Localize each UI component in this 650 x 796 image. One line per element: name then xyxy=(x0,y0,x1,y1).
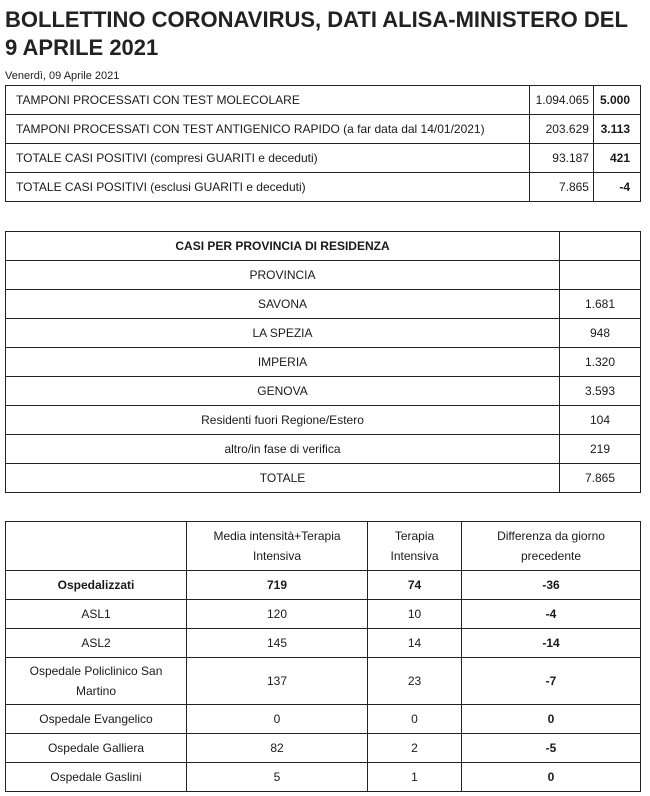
hospital-col-header: Differenza da giorno precedente xyxy=(462,522,641,571)
summary-delta: 3.113 xyxy=(593,115,640,144)
hospital-row xyxy=(6,763,641,792)
summary-row xyxy=(6,115,641,144)
summary-label: TOTALE CASI POSITIVI (esclusi GUARITI e deceduti) xyxy=(6,173,530,202)
province-row xyxy=(6,319,641,348)
publish-date: Venerdì, 09 Aprile 2021 xyxy=(5,70,120,82)
province-row xyxy=(6,464,641,493)
hospital-name: Ospedale Evangelico xyxy=(6,705,187,734)
province-name: altro/in fase di verifica xyxy=(6,435,560,464)
summary-value: 203.629 xyxy=(529,115,593,144)
province-name: SAVONA xyxy=(6,290,560,319)
hospital-media: 5 xyxy=(187,763,368,792)
province-table xyxy=(5,231,641,493)
hospital-diff: 0 xyxy=(462,705,641,734)
province-value: 1.681 xyxy=(560,290,641,319)
hospital-name: Ospedalizzati xyxy=(6,571,187,600)
hospital-name: Ospedale Policlinico San Martino xyxy=(6,658,187,705)
hospital-diff: -14 xyxy=(462,629,641,658)
province-name: TOTALE xyxy=(6,464,560,493)
hospital-row xyxy=(6,705,641,734)
hospital-ti: 0 xyxy=(368,705,462,734)
hospital-ti: 1 xyxy=(368,763,462,792)
province-column-header: PROVINCIA xyxy=(6,261,560,290)
summary-delta: -4 xyxy=(593,173,640,202)
hospital-name: Ospedale Galliera xyxy=(6,734,187,763)
hospital-media: 120 xyxy=(187,600,368,629)
hospital-row xyxy=(6,629,641,658)
province-table-header: CASI PER PROVINCIA DI RESIDENZA xyxy=(6,232,560,261)
page-title: BOLLETTINO CORONAVIRUS, DATI ALISA-MINISTERO DEL 9 APRILE 2021 xyxy=(5,7,628,60)
summary-value: 7.865 xyxy=(529,173,593,202)
summary-value: 93.187 xyxy=(529,144,593,173)
province-value: 1.320 xyxy=(560,348,641,377)
hospital-col-header: Media intensità+Terapia Intensiva xyxy=(187,522,368,571)
hospital-ti: 74 xyxy=(368,571,462,600)
province-value: 948 xyxy=(560,319,641,348)
province-value: 3.593 xyxy=(560,377,641,406)
hospital-row xyxy=(6,600,641,629)
province-row xyxy=(6,377,641,406)
summary-row xyxy=(6,144,641,173)
hospital-ti: 23 xyxy=(368,658,462,705)
hospital-row xyxy=(6,571,641,600)
hospital-diff: -5 xyxy=(462,734,641,763)
hospital-diff: -7 xyxy=(462,658,641,705)
summary-delta: 5.000 xyxy=(593,86,640,115)
province-name: Residenti fuori Regione/Estero xyxy=(6,406,560,435)
hospital-table xyxy=(5,521,641,792)
hospital-media: 719 xyxy=(187,571,368,600)
summary-label: TAMPONI PROCESSATI CON TEST MOLECOLARE xyxy=(6,86,530,115)
province-value: 219 xyxy=(560,435,641,464)
hospital-media: 137 xyxy=(187,658,368,705)
summary-row xyxy=(6,86,641,115)
hospital-name: Ospedale Gaslini xyxy=(6,763,187,792)
summary-delta: 421 xyxy=(593,144,640,173)
hospital-ti: 2 xyxy=(368,734,462,763)
province-name: IMPERIA xyxy=(6,348,560,377)
province-value: 104 xyxy=(560,406,641,435)
hospital-name: ASL2 xyxy=(6,629,187,658)
hospital-header-row xyxy=(6,522,641,571)
hospital-name: ASL1 xyxy=(6,600,187,629)
province-row xyxy=(6,348,641,377)
summary-value: 1.094.065 xyxy=(529,86,593,115)
empty-cell xyxy=(560,261,641,290)
summary-label: TAMPONI PROCESSATI CON TEST ANTIGENICO RAPIDO (a far data dal 14/01/2021) xyxy=(6,115,530,144)
hospital-col-header xyxy=(6,522,187,571)
hospital-diff: -36 xyxy=(462,571,641,600)
hospital-diff: 0 xyxy=(462,763,641,792)
hospital-media: 82 xyxy=(187,734,368,763)
hospital-media: 0 xyxy=(187,705,368,734)
hospital-row xyxy=(6,658,641,705)
province-value: 7.865 xyxy=(560,464,641,493)
hospital-diff: -4 xyxy=(462,600,641,629)
province-row xyxy=(6,290,641,319)
hospital-ti: 10 xyxy=(368,600,462,629)
hospital-col-header: Terapia Intensiva xyxy=(368,522,462,571)
summary-row xyxy=(6,173,641,202)
hospital-ti: 14 xyxy=(368,629,462,658)
province-name: LA SPEZIA xyxy=(6,319,560,348)
province-row xyxy=(6,406,641,435)
province-subheader-row xyxy=(6,261,641,290)
summary-label: TOTALE CASI POSITIVI (compresi GUARITI e deceduti) xyxy=(6,144,530,173)
hospital-row xyxy=(6,734,641,763)
hospital-media: 145 xyxy=(187,629,368,658)
province-row xyxy=(6,435,641,464)
province-name: GENOVA xyxy=(6,377,560,406)
province-header-row xyxy=(6,232,641,261)
empty-cell xyxy=(560,232,641,261)
summary-table xyxy=(5,85,641,202)
